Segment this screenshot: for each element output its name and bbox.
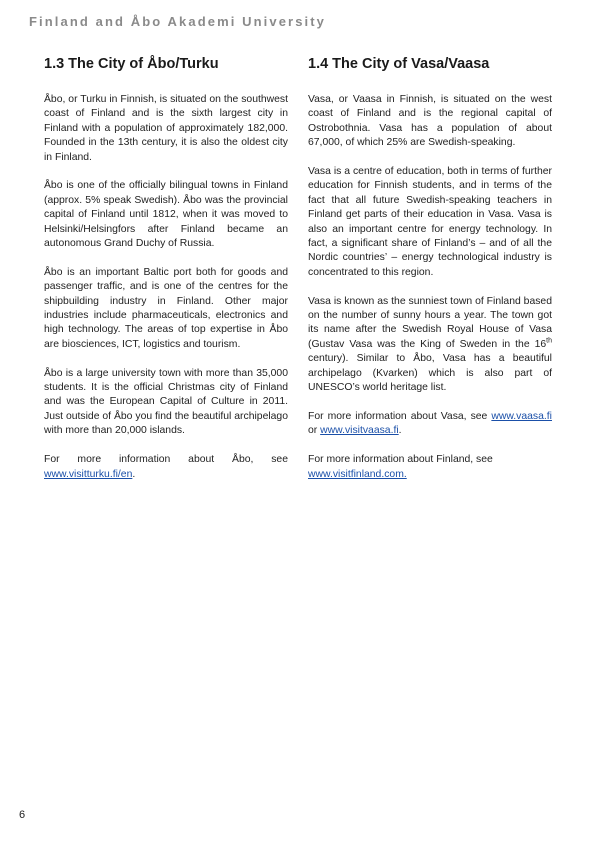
visitturku-link[interactable]: www.visitturku.fi/en xyxy=(44,468,133,480)
section-title-abo: 1.3 The City of Åbo/Turku xyxy=(44,56,219,72)
abo-paragraph-4: Åbo is a large university town with more than 35,000 students. It is the official Christmas city of Finland and was the European Capital of Culture in 2011. Just outside of Åbo you find the beautiful archipelago with more than 20,000 islands. xyxy=(44,367,288,437)
left-column xyxy=(44,55,288,496)
vasa-paragraph-1: Vasa, or Vaasa in Finnish, is situated on the west coast of Finland and is the regional capital of Ostrobothnia. Vasa has a population of about 67,000, of which 25% are Swedish-speaking. xyxy=(308,94,552,149)
vaasa-link[interactable]: www.vaasa.fi xyxy=(491,410,552,422)
finland-more-info xyxy=(308,453,552,482)
superscript-th: th xyxy=(546,337,552,345)
vasa-paragraph-3 xyxy=(308,295,552,396)
vasa-sunny-text-after: century). Similar to Åbo, Vasa has a beautiful archipelago (Kvarken) which is also part of UNESCO’s world heritage list. xyxy=(308,353,552,394)
vasa-or-text: or xyxy=(308,425,321,437)
abo-paragraph-1: Åbo, or Turku in Finnish, is situated on the southwest coast of Finland and is the sixth largest city in Finland with a population of approximately 182,000. Founded in the 13th century, it is also the oldest city in Finland. xyxy=(44,94,288,163)
abo-more-info-end: . xyxy=(132,468,136,480)
visitfinland-link[interactable]: www.visitfinland.com. xyxy=(308,468,407,480)
running-header: Finland and Åbo Akademi University xyxy=(29,14,327,29)
abo-more-info-text: For more information about Åbo, see xyxy=(44,454,288,466)
page-number: 6 xyxy=(19,809,26,821)
abo-more-info xyxy=(44,453,288,482)
section-title-vasa: 1.4 The City of Vasa/Vaasa xyxy=(308,56,490,72)
vasa-sunny-text-before: Vasa is known as the sunniest town of Finland based on the number of sunny hours a year. The town got its name after the Swedish Royal House of Vasa (Gustav Vasa was the King of Sweden in the 16 xyxy=(308,295,552,350)
vasa-paragraph-2: Vasa is a centre of education, both in terms of further education for Finnish students, and in terms of the fact that all future Swedish-speaking teachers in Finland get parts of their education in Vasa. Vasa is also an important centre for energy technology. In fact, a significant share of Finland’s – and of all the Nordic countries’ – energy technological industry is concentrated to this region. xyxy=(308,166,552,278)
finland-more-info-text: For more information about Finland, see xyxy=(308,454,493,466)
vasa-more-info-text: For more information about Vasa, see xyxy=(308,410,492,422)
vasa-more-info xyxy=(308,410,552,439)
vasa-more-info-end: . xyxy=(398,425,402,437)
visitvaasa-link[interactable]: www.visitvaasa.fi xyxy=(320,425,399,437)
abo-paragraph-3: Åbo is an important Baltic port both for goods and passenger traffic, and is one of the centres for the shipbuilding industry in Finland. Other major industries include pharmaceuticals, electronics and high technology. The areas of top expertise in Åbo are biosciences, ICT, logistics and tourism. xyxy=(44,266,288,350)
abo-paragraph-2: Åbo is one of the officially bilingual towns in Finland (approx. 5% speak Swedish). Åbo was the provincial capital of Finland until 1812, when it was moved to Helsinki/Helsingfors after Finland became an autonomous Grand Duchy of Russia. xyxy=(44,180,288,250)
right-column xyxy=(308,55,552,496)
